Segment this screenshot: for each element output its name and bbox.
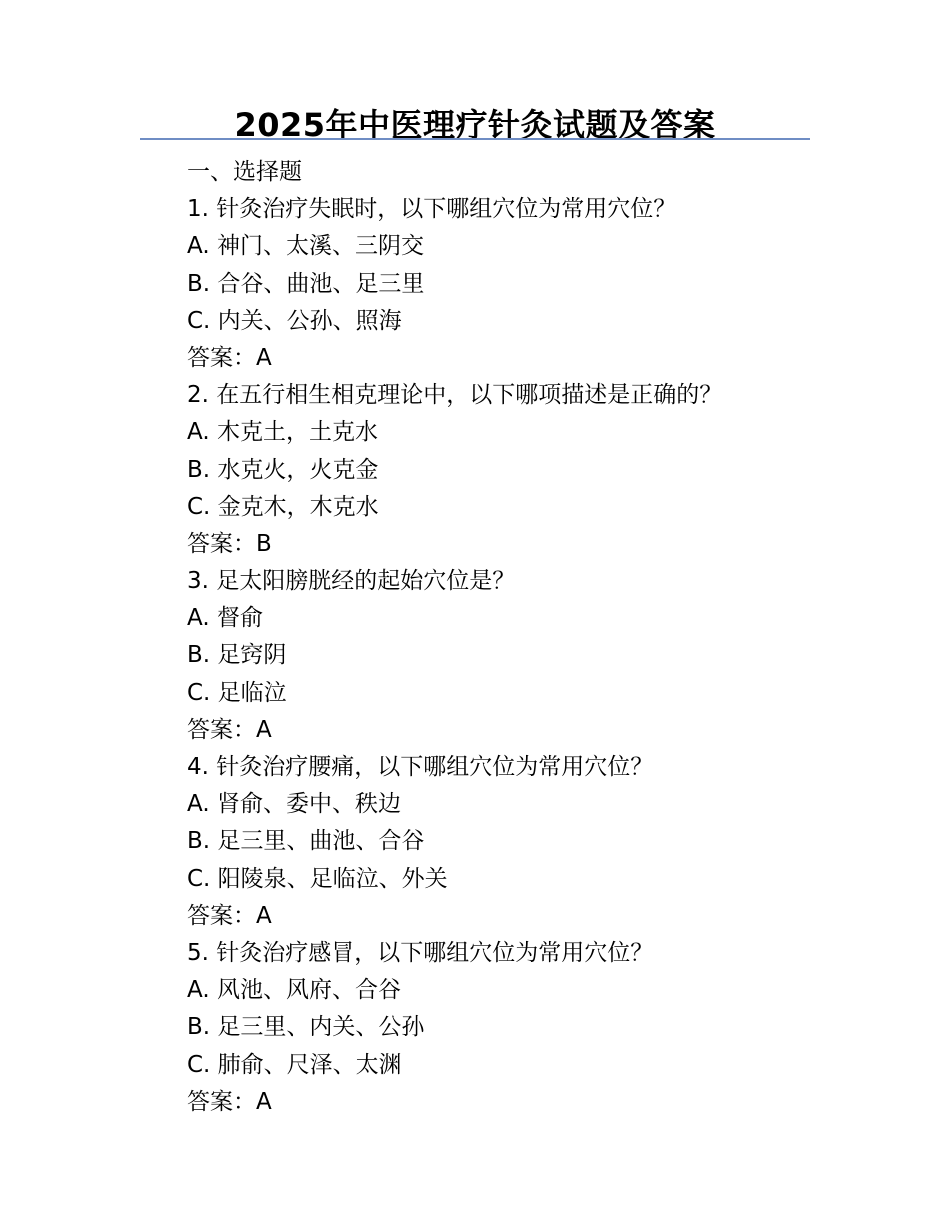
question-block-4 <box>187 749 807 935</box>
question-block-1 <box>187 191 807 377</box>
option-a: A. 肾俞、委中、秩边 <box>187 791 401 818</box>
question-text: 3. 足太阳膀胱经的起始穴位是？ <box>187 568 516 595</box>
option-a: A. 督俞 <box>187 605 263 632</box>
option-a: A. 木克土，土克水 <box>187 419 378 446</box>
page-title: 2025年中医理疗针灸试题及答案 <box>234 106 716 144</box>
option-a: A. 神门、太溪、三阴交 <box>187 233 424 260</box>
option-b: B. 合谷、曲池、足三里 <box>187 270 425 297</box>
option-c: C. 金克木，木克水 <box>187 493 379 520</box>
option-c: C. 阳陵泉、足临泣、外关 <box>187 865 448 892</box>
option-c: C. 内关、公孙、照海 <box>187 307 402 334</box>
option-b: B. 足窍阴 <box>187 642 287 669</box>
option-c: C. 肺俞、尺泽、太渊 <box>187 1051 402 1078</box>
question-block-5 <box>187 935 807 1121</box>
answer-text: 答案：A <box>187 344 272 371</box>
answer-text: 答案：A <box>187 902 272 929</box>
option-a: A. 风池、风府、合谷 <box>187 977 401 1004</box>
question-text: 5. 针灸治疗感冒，以下哪组穴位为常用穴位？ <box>187 939 654 966</box>
option-b: B. 水克火，火克金 <box>187 456 379 483</box>
document-body <box>187 154 807 1121</box>
section-heading: 一、选择题 <box>187 159 302 185</box>
option-c: C. 足临泣 <box>187 679 287 706</box>
question-block-2 <box>187 377 807 563</box>
option-b: B. 足三里、内关、公孙 <box>187 1014 425 1041</box>
answer-text: 答案：A <box>187 1088 272 1115</box>
question-text: 1. 针灸治疗失眠时，以下哪组穴位为常用穴位？ <box>187 196 677 223</box>
question-text: 4. 针灸治疗腰痛，以下哪组穴位为常用穴位？ <box>187 754 654 780</box>
option-b: B. 足三里、曲池、合谷 <box>187 828 425 855</box>
answer-text: 答案：B <box>187 530 272 557</box>
answer-text: 答案：A <box>187 716 272 743</box>
question-block-3 <box>187 563 807 749</box>
title-underline <box>140 138 810 140</box>
question-text: 2. 在五行相生相克理论中，以下哪项描述是正确的？ <box>187 382 723 409</box>
